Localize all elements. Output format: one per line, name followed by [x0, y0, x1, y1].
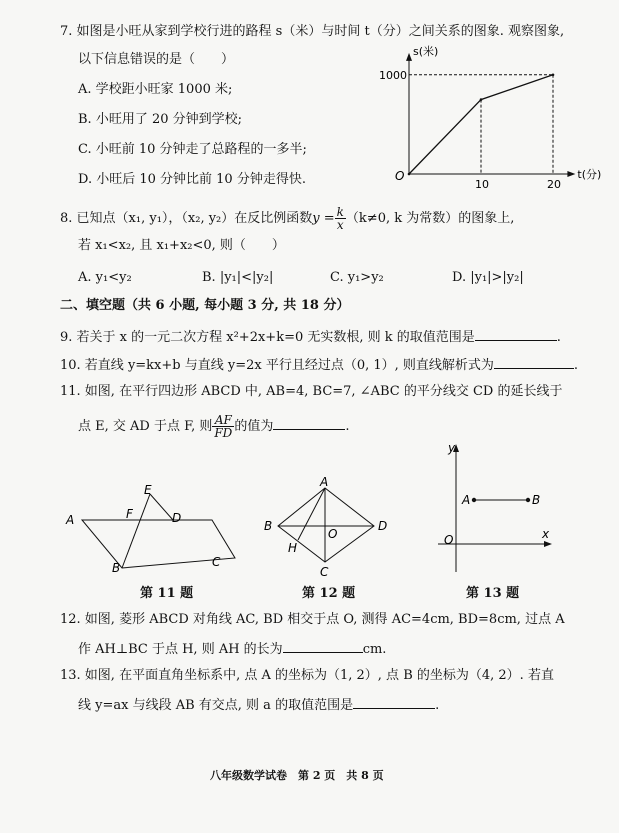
figure-11-parallelogram [60, 478, 240, 578]
q11-fraction [212, 414, 234, 439]
point-label-d: D [172, 511, 182, 525]
q7-data-point [408, 173, 411, 176]
q7-stem-line2: 以下信息错误的是（ ） [78, 52, 235, 67]
q7-option-d: D. 小旺后 10 分钟比前 10 分钟走得快. [78, 172, 306, 187]
q11-frac-numerator: AF [212, 414, 234, 427]
q8-option-a: A. y₁<y₂ [78, 270, 132, 285]
parallelogram-hint [82, 520, 222, 566]
bisector-be [122, 494, 150, 568]
q12-line2-post: cm. [362, 642, 387, 657]
q13-line2-text: 线 y=ax 与线段 AB 有交点, 则 a 的取值范围是 [78, 698, 354, 713]
q8-option-b: B. |y₁|<|y₂| [202, 270, 274, 285]
q7-series-line [409, 75, 553, 174]
q11-line2-pre: 点 E, 交 AD 于点 F, 则 [78, 419, 213, 434]
point-label-c: C [212, 555, 221, 569]
figure-13-coordinate-plane [430, 440, 560, 580]
q8-stem-line2: 若 x₁<x₂, 且 x₁+x₂<0, 则（ ） [78, 238, 285, 253]
origin-label: O [444, 533, 454, 547]
q11-stem-line1: 11. 如图, 在平行四边形 ABCD 中, AB=4, BC=7, ∠ABC 的平分线交 CD 的延长线于 [60, 384, 563, 399]
point-label-h: H [288, 541, 298, 555]
point-label-e: E [144, 483, 152, 497]
q8-stem-line1 [60, 206, 514, 231]
y-axis-label: y [448, 441, 456, 455]
q13-end: . [435, 698, 440, 713]
q8-frac-lhs: y = [312, 211, 335, 226]
figure-12-rhombus [262, 474, 392, 584]
point-label-d: D [378, 519, 388, 533]
q8-line1-pre: 8. 已知点（x₁, y₁），（x₂, y₂）在反比例函数 [60, 211, 313, 226]
x-axis-label: x [542, 527, 550, 541]
q12-line2-pre: 作 AH⊥BC 于点 H, 则 AH 的长为 [78, 642, 283, 657]
q7-chart-marks [408, 74, 555, 176]
q11-answer-blank[interactable] [273, 417, 345, 430]
q10-text: 10. 若直线 y=kx+b 与直线 y=2x 平行且经过点（0, 1）, 则直线解析式为 [60, 358, 494, 373]
q9-end: . [556, 330, 561, 345]
q10-stem [60, 356, 578, 374]
q8-frac-numerator: k [336, 205, 344, 219]
q13-stem-line1: 13. 如图, 在平面直角坐标系中, 点 A 的坐标为（1, 2）, 点 B 的坐标为（4, 2）. 若直 [60, 668, 554, 683]
q8-option-d: D. |y₁|>|y₂| [452, 270, 524, 285]
q7-option-a: A. 学校距小旺家 1000 米; [78, 82, 233, 97]
point-label-a: A [320, 475, 329, 489]
q7-y-arrow-icon [406, 53, 412, 61]
q7-x-tick-label: 20 [547, 178, 561, 191]
q12-stem-line1: 12. 如图, 菱形 ABCD 对角线 AC, BD 相交于点 O, 测得 AC=4cm, BD=8cm, 过点 A [60, 612, 565, 627]
q8-option-c: C. y₁>y₂ [330, 270, 384, 285]
q7-y-tick-label: 1000 [379, 68, 407, 82]
q7-x-tick-label: 10 [475, 178, 489, 191]
q8-frac-denominator: x [336, 218, 344, 232]
q8-line1-post: （k≠0, k 为常数）的图象上, [345, 211, 515, 226]
point-label-a: A [462, 493, 471, 507]
q7-y-axis-label: s(米) [413, 44, 439, 58]
q13-answer-blank[interactable] [353, 696, 435, 709]
figure-12-caption: 第 12 题 [302, 586, 356, 601]
point-label-f: F [126, 507, 133, 521]
q7-option-c: C. 小旺前 10 分钟走了总路程的一多半; [78, 142, 307, 157]
q12-answer-blank[interactable] [283, 640, 363, 653]
figure-13-caption: 第 13 题 [466, 586, 520, 601]
q11-frac-denominator: FD [214, 426, 233, 440]
q12-stem-line2 [78, 640, 386, 658]
q7-origin-label: O [395, 169, 405, 183]
q7-chart-axes [406, 53, 575, 177]
q11-stem-line2 [78, 414, 349, 439]
q7-x-arrow-icon [567, 171, 575, 177]
extension-de [150, 494, 173, 520]
point-label-b: B [532, 493, 541, 507]
q9-text: 9. 若关于 x 的一元二次方程 x²+2x+k=0 无实数根, 则 k 的取值范围是 [60, 330, 475, 345]
q8-fraction [335, 206, 346, 231]
page-footer: 八年级数学试卷 第 2 页 共 8 页 [210, 769, 384, 782]
point-b [526, 498, 530, 502]
q7-x-axis-label: t(分) [577, 168, 602, 181]
q10-end: . [573, 358, 579, 373]
q11-end: . [345, 419, 350, 434]
q7-option-b: B. 小旺用了 20 分钟到学校; [78, 112, 243, 127]
q13-stem-line2 [78, 696, 439, 714]
x-axis-arrow-icon [544, 541, 552, 547]
point-label-o: O [328, 527, 338, 541]
point-label-a: A [66, 513, 75, 527]
altitude-ah [298, 488, 325, 540]
point-a [472, 498, 476, 502]
point-label-b: B [112, 561, 121, 575]
q10-answer-blank[interactable] [494, 356, 574, 369]
figure-11-caption: 第 11 题 [140, 586, 194, 601]
q9-stem [60, 328, 561, 346]
q7-stem-line1: 7. 如图是小旺从家到学校行进的路程 s（米）与时间 t（分）之间关系的图象. 观察图象, [60, 24, 565, 39]
section-2-heading: 二、填空题（共 6 小题, 每小题 3 分, 共 18 分） [60, 298, 350, 313]
q7-distance-time-chart [375, 44, 602, 196]
q11-line2-post: 的值为 [234, 419, 274, 434]
q9-answer-blank[interactable] [475, 328, 557, 341]
point-label-b: B [264, 519, 273, 533]
point-label-c: C [320, 565, 329, 579]
